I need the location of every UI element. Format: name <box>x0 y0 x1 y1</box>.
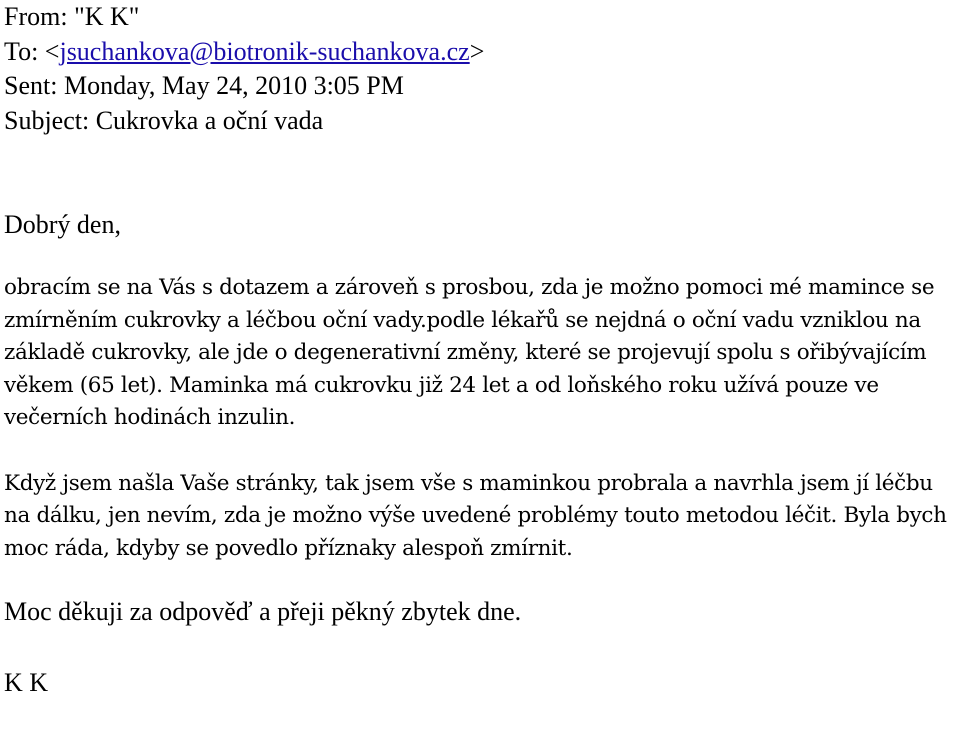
subject-line <box>4 104 952 139</box>
email-message <box>4 0 952 700</box>
email-header <box>4 0 952 138</box>
from-line <box>4 0 952 35</box>
from-value: "K K" <box>74 2 140 31</box>
subject-value: Cukrovka a oční vada <box>95 105 324 135</box>
from-label: From: <box>4 2 68 31</box>
sent-line <box>4 69 952 104</box>
to-line <box>4 35 952 70</box>
body-paragraph-2: Když jsem našla Vaše stránky, tak jsem vše s maminkou probrala a navrhla jsem jí léčbu na dálku, jen nevím, zda je možno výše uvedené problémy touto metodou léčit. Byla bych moc ráda, kdyby se povedlo příznaky alespoň zmírnit. <box>4 470 947 561</box>
to-open-bracket: < <box>44 36 60 66</box>
subject-label: Subject: <box>4 105 90 135</box>
signature: K K <box>4 668 49 697</box>
sent-value: Monday, May 24, 2010 3:05 PM <box>63 71 404 100</box>
greeting: Dobrý den, <box>4 210 121 239</box>
body-paragraph-1: obracím se na Vás s dotazem a zároveň s prosbou, zda je možno pomoci mé mamince se zmírněním cukrovky a léčbou oční vady.podle lékařů se nejdná o oční vadu vzniklou na základě cukrovky, ale jde o degenerativní změny, které se projevují spolu s ořibývajícím věkem (65 let). Maminka má cukrovku již 24 let a od loňského roku užívá pouze ve večerních hodinách inzulin. <box>4 275 935 430</box>
sent-label: Sent: <box>4 71 58 100</box>
closing-line: Moc děkuji za odpověď a přeji pěkný zbytek dne. <box>4 597 522 626</box>
to-email-link[interactable]: jsuchankova@biotronik-suchankova.cz <box>59 36 470 66</box>
to-label: To: <box>4 36 39 66</box>
to-close-bracket: > <box>469 36 485 66</box>
